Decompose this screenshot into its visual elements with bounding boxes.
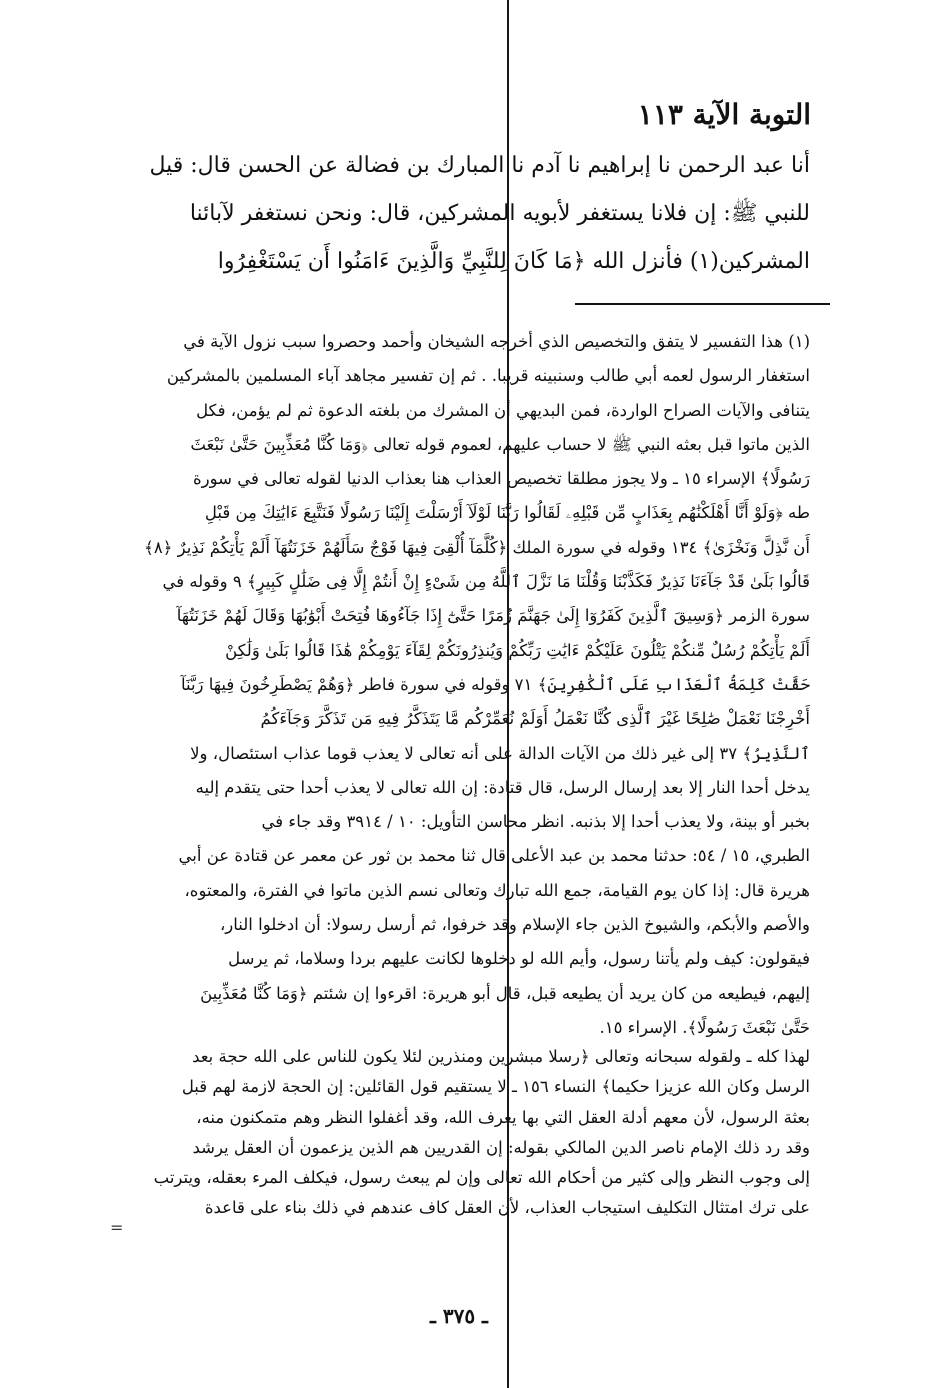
footnote-line: الطبري، ١٥ / ٥٤: حدثنا محمد بن عبد الأعلى قال ثنا محمد بن ثور عن معمر عن قتادة عن أبي (178, 846, 810, 866)
footnote-line: حَقَّتْ كَلِمَةُ ٱلْعَذَابِ عَلَى ٱلْكَٰفِرِينَ﴾ ٧١ وقوله في سورة فاطر ﴿وَهُمْ يَصْطَرِخُونَ فِيهَا رَبَّنَآ (180, 674, 810, 694)
footnote-line: والأصم والأبكم، والشيوخ الذين جاء الإسلام وقد خرفوا، ثم أرسل رسولا: أن ادخلوا النار، (219, 915, 810, 935)
footnote-line: بخبر أو بينة، ولا يعذب أحدا إلا بذنبه. انظر محاسن التأويل: ١٠ / ٣٩١٤ وقد جاء في (261, 812, 810, 832)
footnote-line: يدخل أحدا النار إلا بعد إرسال الرسل، قال قتادة: إن الله تعالى لا يعذب أحدا حتى يتقدم إليه (195, 777, 810, 797)
main-text-line: للنبي ﷺ: إن فلانا يستغفر لأبويه المشركين، قال: ونحن نستغفر لآبائنا (189, 201, 810, 226)
main-text (138, 142, 810, 286)
main-text-line: أنا عبد الرحمن نا إبراهيم نا آدم نا المبارك بن فضالة عن الحسن قال: قيل (149, 153, 810, 178)
footnote-line: هريرة قال: إذا كان يوم القيامة، جمع الله تبارك وتعالى نسم الذين ماتوا في الفترة، والمعتوه، (184, 880, 810, 900)
footnote-line: رَسُولًا﴾ الإسراء ١٥ ـ ولا يجوز مطلقا تخصيص العذاب هنا بعذاب الدنيا لقوله تعالى في سورة (193, 469, 810, 489)
footnote-line: أَن نَّذِلَّ وَنَخْزَىٰ﴾ ١٣٤ وقوله في سورة الملك ﴿كُلَّمَآ أُلْقِىَ فِيهَا فَوْجٌ سَأَلَهُمْ خَزَنَتُهَآ أَلَمْ يَأْتِكُمْ نَذِيرٌ ﴿٨﴾ (144, 537, 810, 557)
footnote-line: سورة الزمر ﴿وَسِيقَ ٱلَّذِينَ كَفَرُوٓا إِلَىٰ جَهَنَّمَ زُمَرًا حَتَّىٰٓ إِذَا جَآءُوهَا فُتِحَتْ أَبْوَٰبُهَا وَقَالَ لَهُمْ خَزَنَتُهَآ (176, 606, 810, 626)
continuation-text (132, 1042, 810, 1224)
footnote-line: ٱلنَّذِيرُ﴾ ٣٧ إلى غير ذلك من الآيات الدالة على أنه تعالى لا يعذب قوما عذاب استئصال، ولا (190, 743, 810, 763)
continuation-line: لهذا كله ـ ولقوله سبحانه وتعالى ﴿رسلا مبشرين ومنذرين لئلا يكون للناس على الله حجة بعد (192, 1047, 810, 1066)
footnote-line: فيقولون: كيف ولم يأتنا رسول، وأيم الله لو دخلوها لكانت عليهم بردا وسلاما، ثم يرسل (228, 949, 810, 969)
page-number: ـ ٣٧٥ ـ (430, 1304, 488, 1328)
continuation-mark: = (110, 1218, 124, 1237)
footnote-line: إليهم، فيطيعه من كان يريد أن يطيعه قبل، قال أبو هريرة: اقرءوا إن شئتم ﴿وَمَا كُنَّا مُعَذِّبِينَ (200, 983, 810, 1003)
footnote-line: (١) هذا التفسير لا يتفق والتخصيص الذي أخرجه الشيخان وأحمد وحصروا سبب نزول الآية في (183, 332, 810, 351)
footnote-line: يتنافى والآيات الصراح الواردة، فمن البديهي أن المشرك من بلغته الدعوة ثم لم يؤمن، فكل (196, 400, 810, 420)
main-text-line: المشركين(١) فأنزل الله ﴿مَا كَانَ لِلنَّبِيِّ وَالَّذِينَ ءَامَنُوا أَن يَسْتَغْفِرُوا (217, 249, 810, 274)
footnote-line: قَالُوا بَلَىٰ قَدْ جَآءَنَا نَذِيرٌ فَكَذَّبْنَا وَقُلْنَا مَا نَزَّلَ ٱللَّهُ مِن شَىْءٍ إِنْ أَنتُمْ إِلَّا فِى ضَلَٰلٍ كَبِيرٍ﴾ ٩ وقوله في (162, 572, 810, 592)
footnote-line: استغفار الرسول لعمه أبي طالب وسنبينه قريبا. . ثم إن تفسير مجاهد آباء المسلمين بالمشركين (166, 366, 810, 386)
page-heading: التوبة الآية ١١٣ (637, 98, 811, 131)
continuation-line: إلى وجوب النظر وإلى كثير من أحكام الله تعالى وإن لم يبعث رسول، فيكلف المرء بعقله، ويترتب (153, 1168, 810, 1188)
footnote-separator (575, 303, 830, 305)
footnotes (132, 325, 810, 1045)
footnote-line: حَتَّىٰ نَبْعَثَ رَسُولًا﴾. الإسراء ١٥. (599, 1017, 810, 1037)
footnote-line: طه ﴿وَلَوْ أَنَّا أَهْلَكْنَٰهُم بِعَذَابٍ مِّن قَبْلِهِۦ لَقَالُوا رَبَّنَا لَوْلَآ أَرْسَلْتَ إِلَيْنَا رَسُولًا فَنَتَّبِعَ ءَايَٰتِكَ مِن قَبْلِ (204, 503, 810, 523)
footnote-line: أَخْرِجْنَا نَعْمَلْ صَٰلِحًا غَيْرَ ٱلَّذِى كُنَّا نَعْمَلُ أَوَلَمْ نُعَمِّرْكُم مَّا يَتَذَكَّرُ فِيهِ مَن تَذَكَّرَ وَجَآءَكُمُ (260, 709, 810, 729)
footnote-line: الذين ماتوا قبل بعثه النبي ﷺ لا حساب عليهم، لعموم قوله تعالى ﴿وَمَا كُنَّا مُعَذِّبِينَ حَتَّىٰ نَبْعَثَ (190, 434, 810, 454)
continuation-line: وقد رد ذلك الإمام ناصر الدين المالكي بقوله: إن القدريين هم الذين يزعمون أن العقل يرشد (192, 1137, 810, 1157)
continuation-line: الرسل وكان الله عزيزا حكيما﴾ النساء ١٥٦ ـ لا يستقيم قول القائلين: إن الحجة لازمة لهم قبل (181, 1077, 810, 1097)
footnote-line: أَلَمْ يَأْتِكُمْ رُسُلٌ مِّنكُمْ يَتْلُونَ عَلَيْكُمْ ءَايَٰتِ رَبِّكُمْ وَيُنذِرُونَكُمْ لِقَآءَ يَوْمِكُمْ هَٰذَا قَالُوا بَلَىٰ وَلَٰكِنْ (225, 640, 810, 660)
continuation-line: بعثة الرسول، لأن معهم أدلة العقل التي بها يعرف الله، وقد أغفلوا النظر وهم متمكنون منه، (196, 1107, 810, 1127)
continuation-line: على ترك امتثال التكليف استيجاب العذاب، لأن العقل كاف عندهم في ذلك بناء على قاعدة (204, 1198, 810, 1218)
